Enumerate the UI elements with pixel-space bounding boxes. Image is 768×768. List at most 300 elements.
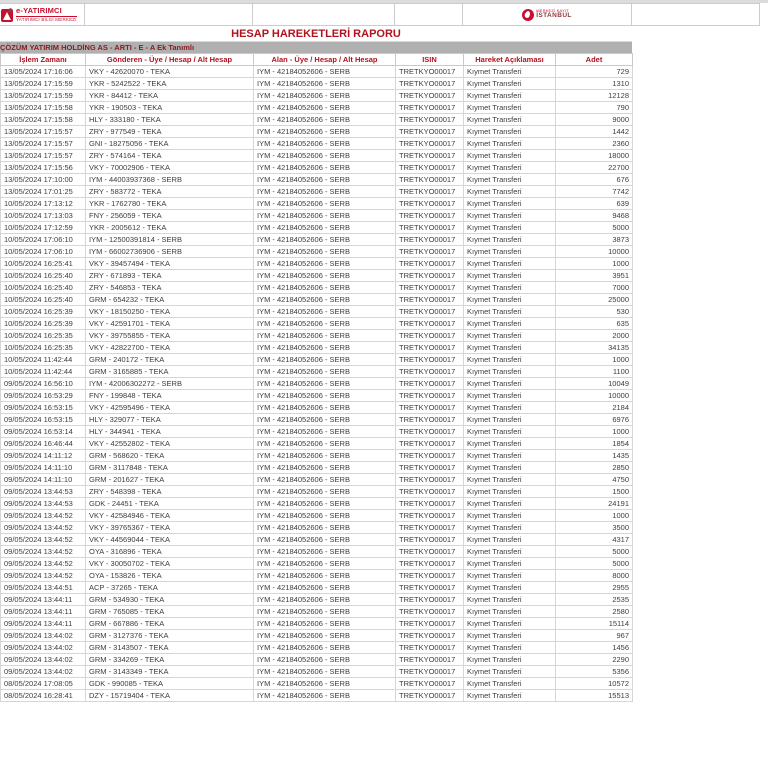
cell-isin: TRETKYO00017 — [396, 258, 464, 270]
cell-adet: 2850 — [556, 462, 633, 474]
cell-isin: TRETKYO00017 — [396, 174, 464, 186]
cell-gonderen: VKY - 42591701 - TEKA — [86, 318, 254, 330]
cell-isin: TRETKYO00017 — [396, 366, 464, 378]
cell-isin: TRETKYO00017 — [396, 186, 464, 198]
cell-alan: IYM - 42184052606 - SERB — [254, 690, 396, 702]
cell-adet: 3873 — [556, 234, 633, 246]
cell-alan: IYM - 42184052606 - SERB — [254, 318, 396, 330]
account-summary-band: ÇÖZÜM YATIRIM HOLDİNG AS - ARTI - E - A Ek Tanımlı — [0, 42, 632, 53]
cell-isin: TRETKYO00017 — [396, 630, 464, 642]
cell-isin: TRETKYO00017 — [396, 282, 464, 294]
header-cell-mkk — [463, 4, 632, 25]
cell-adet: 5000 — [556, 222, 633, 234]
header-cell-empty-2 — [253, 4, 395, 25]
table-row — [1, 690, 633, 702]
cell-hareket-aciklamasi: Kıymet Transferi — [464, 534, 556, 546]
table-row — [1, 378, 633, 390]
cell-alan: IYM - 42184052606 - SERB — [254, 462, 396, 474]
cell-alan: IYM - 42184052606 - SERB — [254, 126, 396, 138]
cell-adet: 1500 — [556, 486, 633, 498]
cell-isin: TRETKYO00017 — [396, 150, 464, 162]
cell-isin: TRETKYO00017 — [396, 102, 464, 114]
cell-adet: 3500 — [556, 522, 633, 534]
cell-gonderen: VKY - 44569044 - TEKA — [86, 534, 254, 546]
report-title: HESAP HAREKETLERİ RAPORU — [0, 26, 632, 42]
eyatirimci-logo-text — [16, 7, 77, 22]
cell-alan: IYM - 42184052606 - SERB — [254, 282, 396, 294]
cell-adet: 5000 — [556, 546, 633, 558]
table-body — [1, 66, 633, 702]
table-row — [1, 390, 633, 402]
table-row — [1, 126, 633, 138]
cell-hareket-aciklamasi: Kıymet Transferi — [464, 546, 556, 558]
cell-isin: TRETKYO00017 — [396, 126, 464, 138]
cell-isin: TRETKYO00017 — [396, 678, 464, 690]
cell-islem-zamani: 13/05/2024 17:15:58 — [1, 102, 86, 114]
cell-hareket-aciklamasi: Kıymet Transferi — [464, 162, 556, 174]
cell-gonderen: HLY - 329077 - TEKA — [86, 414, 254, 426]
cell-islem-zamani: 13/05/2024 17:15:56 — [1, 162, 86, 174]
cell-adet: 7000 — [556, 282, 633, 294]
cell-alan: IYM - 42184052606 - SERB — [254, 186, 396, 198]
cell-alan: IYM - 42184052606 - SERB — [254, 66, 396, 78]
cell-adet: 1456 — [556, 642, 633, 654]
cell-islem-zamani: 09/05/2024 13:44:11 — [1, 618, 86, 630]
table-row — [1, 426, 633, 438]
cell-isin: TRETKYO00017 — [396, 90, 464, 102]
cell-islem-zamani: 10/05/2024 16:25:40 — [1, 282, 86, 294]
table-row — [1, 162, 633, 174]
cell-isin: TRETKYO00017 — [396, 414, 464, 426]
cell-islem-zamani: 10/05/2024 16:25:39 — [1, 318, 86, 330]
cell-gonderen: OYA - 316896 - TEKA — [86, 546, 254, 558]
cell-gonderen: GRM - 534930 - TEKA — [86, 594, 254, 606]
cell-gonderen: FNY - 256059 - TEKA — [86, 210, 254, 222]
cell-gonderen: GRM - 654232 - TEKA — [86, 294, 254, 306]
cell-gonderen: IYM - 66002736906 - SERB — [86, 246, 254, 258]
cell-gonderen: VKY - 30050702 - TEKA — [86, 558, 254, 570]
cell-hareket-aciklamasi: Kıymet Transferi — [464, 426, 556, 438]
cell-adet: 729 — [556, 66, 633, 78]
table-row — [1, 78, 633, 90]
cell-isin: TRETKYO00017 — [396, 618, 464, 630]
cell-hareket-aciklamasi: Kıymet Transferi — [464, 102, 556, 114]
header-cell-empty-1 — [85, 4, 253, 25]
cell-gonderen: IYM - 44003937368 - SERB — [86, 174, 254, 186]
mkk-logo-text — [536, 9, 572, 20]
cell-hareket-aciklamasi: Kıymet Transferi — [464, 558, 556, 570]
cell-alan: IYM - 42184052606 - SERB — [254, 354, 396, 366]
cell-adet: 4317 — [556, 534, 633, 546]
cell-isin: TRETKYO00017 — [396, 222, 464, 234]
cell-islem-zamani: 13/05/2024 17:15:57 — [1, 126, 86, 138]
cell-islem-zamani: 09/05/2024 13:44:53 — [1, 498, 86, 510]
cell-gonderen: GRM - 201627 - TEKA — [86, 474, 254, 486]
column-header-adet: Adet — [556, 54, 633, 66]
cell-adet: 1000 — [556, 258, 633, 270]
cell-islem-zamani: 09/05/2024 13:44:11 — [1, 606, 86, 618]
cell-isin: TRETKYO00017 — [396, 270, 464, 282]
cell-alan: IYM - 42184052606 - SERB — [254, 486, 396, 498]
cell-alan: IYM - 42184052606 - SERB — [254, 330, 396, 342]
cell-adet: 12128 — [556, 90, 633, 102]
cell-gonderen: FNY - 199848 - TEKA — [86, 390, 254, 402]
cell-hareket-aciklamasi: Kıymet Transferi — [464, 450, 556, 462]
cell-alan: IYM - 42184052606 - SERB — [254, 498, 396, 510]
cell-adet: 34135 — [556, 342, 633, 354]
header-cell-logo — [0, 4, 85, 25]
cell-adet: 1000 — [556, 354, 633, 366]
cell-islem-zamani: 09/05/2024 16:53:29 — [1, 390, 86, 402]
cell-adet: 676 — [556, 174, 633, 186]
cell-islem-zamani: 09/05/2024 13:44:52 — [1, 546, 86, 558]
table-row — [1, 534, 633, 546]
cell-gonderen: GRM - 3143507 - TEKA — [86, 642, 254, 654]
cell-adet: 9468 — [556, 210, 633, 222]
cell-hareket-aciklamasi: Kıymet Transferi — [464, 306, 556, 318]
cell-hareket-aciklamasi: Kıymet Transferi — [464, 486, 556, 498]
header-cell-empty-3 — [395, 4, 463, 25]
cell-hareket-aciklamasi: Kıymet Transferi — [464, 462, 556, 474]
table-row — [1, 606, 633, 618]
table-row — [1, 150, 633, 162]
cell-adet: 3951 — [556, 270, 633, 282]
table-row — [1, 270, 633, 282]
cell-gonderen: VKY - 42822700 - TEKA — [86, 342, 254, 354]
cell-hareket-aciklamasi: Kıymet Transferi — [464, 498, 556, 510]
table-row — [1, 570, 633, 582]
cell-isin: TRETKYO00017 — [396, 426, 464, 438]
cell-isin: TRETKYO00017 — [396, 114, 464, 126]
cell-adet: 5356 — [556, 666, 633, 678]
cell-alan: IYM - 42184052606 - SERB — [254, 162, 396, 174]
cell-adet: 530 — [556, 306, 633, 318]
cell-gonderen: ZRY - 671893 - TEKA — [86, 270, 254, 282]
cell-isin: TRETKYO00017 — [396, 234, 464, 246]
table-row — [1, 330, 633, 342]
cell-hareket-aciklamasi: Kıymet Transferi — [464, 666, 556, 678]
cell-alan: IYM - 42184052606 - SERB — [254, 246, 396, 258]
cell-islem-zamani: 10/05/2024 17:13:12 — [1, 198, 86, 210]
cell-gonderen: VKY - 42595496 - TEKA — [86, 402, 254, 414]
cell-alan: IYM - 42184052606 - SERB — [254, 678, 396, 690]
cell-adet: 967 — [556, 630, 633, 642]
cell-gonderen: ZRY - 548398 - TEKA — [86, 486, 254, 498]
cell-alan: IYM - 42184052606 - SERB — [254, 306, 396, 318]
mkk-logo-line2: İSTANBUL — [536, 12, 572, 20]
cell-islem-zamani: 08/05/2024 17:08:05 — [1, 678, 86, 690]
cell-alan: IYM - 42184052606 - SERB — [254, 102, 396, 114]
cell-islem-zamani: 09/05/2024 13:44:52 — [1, 570, 86, 582]
cell-gonderen: VKY - 39765367 - TEKA — [86, 522, 254, 534]
cell-adet: 25000 — [556, 294, 633, 306]
cell-gonderen: GRM - 765085 - TEKA — [86, 606, 254, 618]
mkk-logo-line1: MERKEZİ KAYIT — [536, 8, 569, 14]
cell-alan: IYM - 42184052606 - SERB — [254, 150, 396, 162]
cell-isin: TRETKYO00017 — [396, 294, 464, 306]
cell-isin: TRETKYO00017 — [396, 450, 464, 462]
cell-alan: IYM - 42184052606 - SERB — [254, 78, 396, 90]
cell-hareket-aciklamasi: Kıymet Transferi — [464, 138, 556, 150]
cell-hareket-aciklamasi: Kıymet Transferi — [464, 282, 556, 294]
cell-islem-zamani: 13/05/2024 17:15:58 — [1, 114, 86, 126]
cell-isin: TRETKYO00017 — [396, 654, 464, 666]
cell-adet: 790 — [556, 102, 633, 114]
cell-hareket-aciklamasi: Kıymet Transferi — [464, 570, 556, 582]
cell-islem-zamani: 10/05/2024 16:25:41 — [1, 258, 86, 270]
cell-gonderen: IYM - 12500391814 - SERB — [86, 234, 254, 246]
cell-islem-zamani: 08/05/2024 16:28:41 — [1, 690, 86, 702]
cell-alan: IYM - 42184052606 - SERB — [254, 270, 396, 282]
cell-gonderen: VKY - 42584946 - TEKA — [86, 510, 254, 522]
cell-islem-zamani: 09/05/2024 14:11:10 — [1, 474, 86, 486]
cell-hareket-aciklamasi: Kıymet Transferi — [464, 222, 556, 234]
cell-adet: 2184 — [556, 402, 633, 414]
cell-islem-zamani: 09/05/2024 13:44:52 — [1, 534, 86, 546]
cell-gonderen: GRM - 334269 - TEKA — [86, 654, 254, 666]
cell-adet: 2955 — [556, 582, 633, 594]
cell-gonderen: HLY - 333180 - TEKA — [86, 114, 254, 126]
cell-adet: 10000 — [556, 246, 633, 258]
cell-islem-zamani: 09/05/2024 16:53:14 — [1, 426, 86, 438]
cell-islem-zamani: 09/05/2024 16:56:10 — [1, 378, 86, 390]
table-row — [1, 366, 633, 378]
table-row — [1, 246, 633, 258]
cell-alan: IYM - 42184052606 - SERB — [254, 414, 396, 426]
cell-hareket-aciklamasi: Kıymet Transferi — [464, 378, 556, 390]
eyatirimci-logo-icon — [1, 7, 14, 23]
transactions-table — [0, 53, 633, 702]
cell-alan: IYM - 42184052606 - SERB — [254, 174, 396, 186]
cell-adet: 2535 — [556, 594, 633, 606]
cell-hareket-aciklamasi: Kıymet Transferi — [464, 354, 556, 366]
cell-hareket-aciklamasi: Kıymet Transferi — [464, 606, 556, 618]
cell-alan: IYM - 42184052606 - SERB — [254, 450, 396, 462]
cell-islem-zamani: 09/05/2024 13:44:02 — [1, 642, 86, 654]
cell-hareket-aciklamasi: Kıymet Transferi — [464, 66, 556, 78]
cell-isin: TRETKYO00017 — [396, 594, 464, 606]
table-row — [1, 462, 633, 474]
cell-adet: 6976 — [556, 414, 633, 426]
cell-isin: TRETKYO00017 — [396, 546, 464, 558]
table-row — [1, 558, 633, 570]
cell-isin: TRETKYO00017 — [396, 438, 464, 450]
cell-isin: TRETKYO00017 — [396, 570, 464, 582]
table-row — [1, 582, 633, 594]
cell-alan: IYM - 42184052606 - SERB — [254, 114, 396, 126]
cell-islem-zamani: 13/05/2024 17:15:59 — [1, 78, 86, 90]
cell-gonderen: ACP - 37265 - TEKA — [86, 582, 254, 594]
table-row — [1, 402, 633, 414]
table-row — [1, 138, 633, 150]
cell-adet: 18000 — [556, 150, 633, 162]
cell-alan: IYM - 42184052606 - SERB — [254, 546, 396, 558]
cell-alan: IYM - 42184052606 - SERB — [254, 570, 396, 582]
cell-hareket-aciklamasi: Kıymet Transferi — [464, 330, 556, 342]
cell-adet: 15114 — [556, 618, 633, 630]
cell-isin: TRETKYO00017 — [396, 330, 464, 342]
table-row — [1, 210, 633, 222]
cell-alan: IYM - 42184052606 - SERB — [254, 378, 396, 390]
cell-islem-zamani: 13/05/2024 17:10:00 — [1, 174, 86, 186]
cell-hareket-aciklamasi: Kıymet Transferi — [464, 234, 556, 246]
cell-isin: TRETKYO00017 — [396, 306, 464, 318]
cell-islem-zamani: 09/05/2024 16:53:15 — [1, 414, 86, 426]
cell-gonderen: GRM - 240172 - TEKA — [86, 354, 254, 366]
cell-hareket-aciklamasi: Kıymet Transferi — [464, 630, 556, 642]
cell-islem-zamani: 09/05/2024 13:44:52 — [1, 558, 86, 570]
cell-hareket-aciklamasi: Kıymet Transferi — [464, 678, 556, 690]
table-row — [1, 630, 633, 642]
cell-gonderen: YKR - 1762780 - TEKA — [86, 198, 254, 210]
cell-hareket-aciklamasi: Kıymet Transferi — [464, 510, 556, 522]
cell-islem-zamani: 10/05/2024 11:42:44 — [1, 354, 86, 366]
cell-gonderen: ZRY - 583772 - TEKA — [86, 186, 254, 198]
cell-gonderen: ZRY - 546853 - TEKA — [86, 282, 254, 294]
cell-hareket-aciklamasi: Kıymet Transferi — [464, 342, 556, 354]
column-header-islem-zamani: İşlem Zamanı — [1, 54, 86, 66]
cell-hareket-aciklamasi: Kıymet Transferi — [464, 114, 556, 126]
cell-islem-zamani: 10/05/2024 16:25:35 — [1, 342, 86, 354]
cell-gonderen: IYM - 42006302272 - SERB — [86, 378, 254, 390]
table-row — [1, 678, 633, 690]
cell-islem-zamani: 09/05/2024 13:44:52 — [1, 522, 86, 534]
header-cell-empty-4 — [632, 4, 760, 25]
cell-islem-zamani: 10/05/2024 17:06:10 — [1, 246, 86, 258]
cell-hareket-aciklamasi: Kıymet Transferi — [464, 246, 556, 258]
cell-islem-zamani: 13/05/2024 17:16:06 — [1, 66, 86, 78]
table-row — [1, 198, 633, 210]
cell-isin: TRETKYO00017 — [396, 78, 464, 90]
cell-adet: 10000 — [556, 390, 633, 402]
cell-gonderen: GNI - 18275056 - TEKA — [86, 138, 254, 150]
cell-adet: 639 — [556, 198, 633, 210]
cell-hareket-aciklamasi: Kıymet Transferi — [464, 186, 556, 198]
cell-isin: TRETKYO00017 — [396, 498, 464, 510]
cell-islem-zamani: 09/05/2024 13:44:51 — [1, 582, 86, 594]
cell-isin: TRETKYO00017 — [396, 534, 464, 546]
cell-gonderen: YKR - 5242522 - TEKA — [86, 78, 254, 90]
cell-alan: IYM - 42184052606 - SERB — [254, 210, 396, 222]
cell-alan: IYM - 42184052606 - SERB — [254, 642, 396, 654]
cell-isin: TRETKYO00017 — [396, 210, 464, 222]
cell-hareket-aciklamasi: Kıymet Transferi — [464, 366, 556, 378]
cell-gonderen: GRM - 568620 - TEKA — [86, 450, 254, 462]
cell-alan: IYM - 42184052606 - SERB — [254, 390, 396, 402]
column-header-isin: ISIN — [396, 54, 464, 66]
cell-adet: 635 — [556, 318, 633, 330]
table-row — [1, 354, 633, 366]
cell-gonderen: YKR - 190503 - TEKA — [86, 102, 254, 114]
cell-hareket-aciklamasi: Kıymet Transferi — [464, 318, 556, 330]
cell-isin: TRETKYO00017 — [396, 318, 464, 330]
cell-hareket-aciklamasi: Kıymet Transferi — [464, 90, 556, 102]
cell-adet: 5000 — [556, 558, 633, 570]
cell-hareket-aciklamasi: Kıymet Transferi — [464, 78, 556, 90]
cell-adet: 15513 — [556, 690, 633, 702]
cell-islem-zamani: 10/05/2024 16:25:39 — [1, 306, 86, 318]
cell-alan: IYM - 42184052606 - SERB — [254, 138, 396, 150]
cell-gonderen: VKY - 18150250 - TEKA — [86, 306, 254, 318]
cell-hareket-aciklamasi: Kıymet Transferi — [464, 438, 556, 450]
cell-alan: IYM - 42184052606 - SERB — [254, 402, 396, 414]
table-row — [1, 174, 633, 186]
table-row — [1, 234, 633, 246]
table-row — [1, 258, 633, 270]
cell-gonderen: VKY - 39755855 - TEKA — [86, 330, 254, 342]
table-row — [1, 438, 633, 450]
cell-hareket-aciklamasi: Kıymet Transferi — [464, 210, 556, 222]
cell-isin: TRETKYO00017 — [396, 162, 464, 174]
cell-isin: TRETKYO00017 — [396, 378, 464, 390]
table-row — [1, 294, 633, 306]
table-row — [1, 498, 633, 510]
cell-islem-zamani: 10/05/2024 11:42:44 — [1, 366, 86, 378]
table-row — [1, 666, 633, 678]
cell-gonderen: GRM - 3165885 - TEKA — [86, 366, 254, 378]
cell-gonderen: VKY - 42552802 - TEKA — [86, 438, 254, 450]
cell-adet: 2580 — [556, 606, 633, 618]
cell-alan: IYM - 42184052606 - SERB — [254, 426, 396, 438]
cell-gonderen: VKY - 42620070 - TEKA — [86, 66, 254, 78]
cell-isin: TRETKYO00017 — [396, 198, 464, 210]
cell-islem-zamani: 09/05/2024 13:44:11 — [1, 594, 86, 606]
cell-gonderen: ZRY - 574164 - TEKA — [86, 150, 254, 162]
cell-alan: IYM - 42184052606 - SERB — [254, 438, 396, 450]
cell-alan: IYM - 42184052606 - SERB — [254, 198, 396, 210]
cell-islem-zamani: 09/05/2024 13:44:02 — [1, 630, 86, 642]
table-row — [1, 186, 633, 198]
cell-alan: IYM - 42184052606 - SERB — [254, 582, 396, 594]
cell-islem-zamani: 09/05/2024 16:46:44 — [1, 438, 86, 450]
cell-adet: 9000 — [556, 114, 633, 126]
cell-alan: IYM - 42184052606 - SERB — [254, 474, 396, 486]
cell-gonderen: DZY - 15719404 - TEKA — [86, 690, 254, 702]
cell-hareket-aciklamasi: Kıymet Transferi — [464, 198, 556, 210]
cell-hareket-aciklamasi: Kıymet Transferi — [464, 150, 556, 162]
table-row — [1, 450, 633, 462]
cell-isin: TRETKYO00017 — [396, 138, 464, 150]
cell-gonderen: YKR - 2005612 - TEKA — [86, 222, 254, 234]
cell-islem-zamani: 13/05/2024 17:15:59 — [1, 90, 86, 102]
cell-hareket-aciklamasi: Kıymet Transferi — [464, 402, 556, 414]
cell-alan: IYM - 42184052606 - SERB — [254, 606, 396, 618]
cell-islem-zamani: 10/05/2024 16:25:40 — [1, 294, 86, 306]
table-row — [1, 654, 633, 666]
table-row — [1, 318, 633, 330]
cell-adet: 1854 — [556, 438, 633, 450]
cell-isin: TRETKYO00017 — [396, 402, 464, 414]
cell-gonderen: GRM - 667886 - TEKA — [86, 618, 254, 630]
cell-alan: IYM - 42184052606 - SERB — [254, 294, 396, 306]
column-header-gonderen: Gönderen - Üye / Hesap / Alt Hesap — [86, 54, 254, 66]
cell-alan: IYM - 42184052606 - SERB — [254, 90, 396, 102]
cell-islem-zamani: 09/05/2024 13:44:02 — [1, 654, 86, 666]
cell-hareket-aciklamasi: Kıymet Transferi — [464, 690, 556, 702]
cell-gonderen: GDK - 24451 - TEKA — [86, 498, 254, 510]
cell-hareket-aciklamasi: Kıymet Transferi — [464, 582, 556, 594]
cell-adet: 4750 — [556, 474, 633, 486]
cell-islem-zamani: 13/05/2024 17:01:25 — [1, 186, 86, 198]
mkk-logo-icon — [522, 9, 534, 21]
cell-gonderen: VKY - 70002906 - TEKA — [86, 162, 254, 174]
cell-adet: 1000 — [556, 426, 633, 438]
table-row — [1, 90, 633, 102]
cell-adet: 22700 — [556, 162, 633, 174]
cell-alan: IYM - 42184052606 - SERB — [254, 522, 396, 534]
table-row — [1, 282, 633, 294]
cell-islem-zamani: 10/05/2024 16:25:35 — [1, 330, 86, 342]
